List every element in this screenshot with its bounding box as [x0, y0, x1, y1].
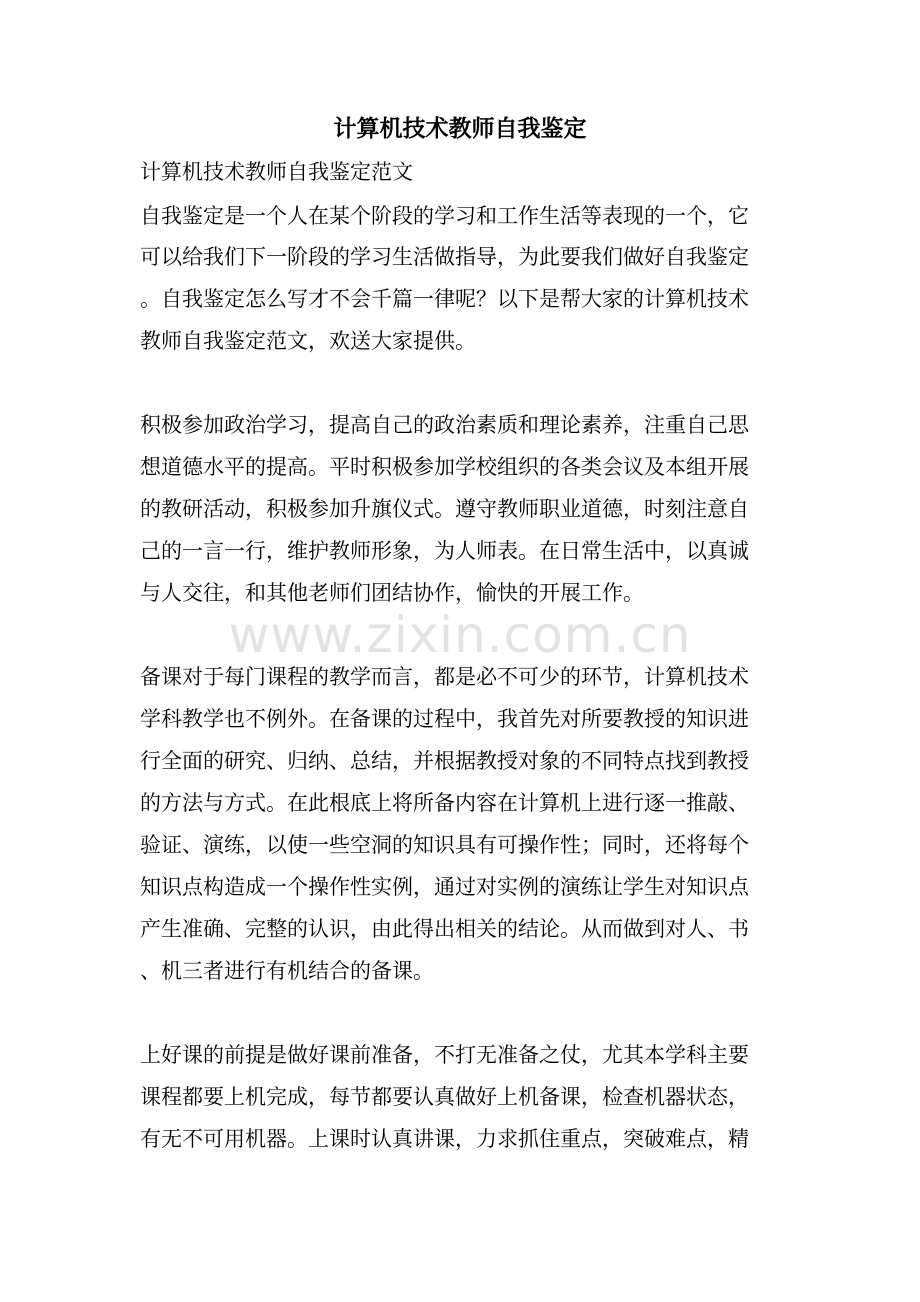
paragraph1-line-5: 与人交往，和其他老师们团结协作，愉快的开展工作。: [140, 581, 644, 605]
paragraph2-line-2: 学科教学也不例外。在备课的过程中，我首先对所要教授的知识进: [140, 707, 749, 731]
intro-line-4: 教师自我鉴定范文，欢送大家提供。: [140, 329, 476, 353]
paragraph3-line-3: 有无不可用机器。上课时认真讲课，力求抓住重点，突破难点，精: [140, 1127, 749, 1151]
intro-line-1: 自我鉴定是一个人在某个阶段的学习和工作生活等表现的一个，它: [140, 204, 749, 228]
paragraph1-line-1: 积极参加政治学习，提高自己的政治素质和理论素养，注重自己思: [140, 413, 749, 437]
paragraph2-line-4: 的方法与方式。在此根底上将所备内容在计算机上进行逐一推敲、: [140, 791, 749, 815]
paragraph2-line-5: 验证、演练，以使一些空洞的知识具有可操作性；同时，还将每个: [140, 833, 749, 857]
paragraph2-line-8: 、机三者进行有机结合的备课。: [140, 959, 434, 983]
paragraph2-line-1: 备课对于每门课程的教学而言，都是必不可少的环节，计算机技术: [140, 665, 749, 689]
paragraph3-line-1: 上好课的前提是做好课前准备，不打无准备之仗，尤其本学科主要: [140, 1043, 749, 1067]
paragraph3-line-2: 课程都要上机完成，每节都要认真做好上机备课，检查机器状态，: [140, 1085, 749, 1109]
paragraph1-line-2: 想道德水平的提高。平时积极参加学校组织的各类会议及本组开展: [140, 455, 749, 479]
document-subtitle: 计算机技术教师自我鉴定范文: [140, 160, 413, 184]
paragraph2-line-7: 产生准确、完整的认识，由此得出相关的结论。从而做到对人、书: [140, 917, 749, 941]
paragraph1-line-4: 己的一言一行，维护教师形象，为人师表。在日常生活中，以真诚: [140, 539, 749, 563]
watermark: www.zixin.com.cn: [228, 606, 692, 664]
document-title: 计算机技术教师自我鉴定: [333, 115, 587, 142]
intro-line-3: 。自我鉴定怎么写才不会千篇一律呢？以下是帮大家的计算机技术: [140, 287, 749, 311]
intro-line-2: 可以给我们下一阶段的学习生活做指导，为此要我们做好自我鉴定: [140, 245, 749, 269]
paragraph1-line-3: 的教研活动，积极参加升旗仪式。遵守教师职业道德，时刻注意自: [140, 497, 749, 521]
paragraph2-line-6: 知识点构造成一个操作性实例，通过对实例的演练让学生对知识点: [140, 875, 749, 899]
paragraph2-line-3: 行全面的研究、归纳、总结，并根据教授对象的不同特点找到教授: [140, 749, 749, 773]
